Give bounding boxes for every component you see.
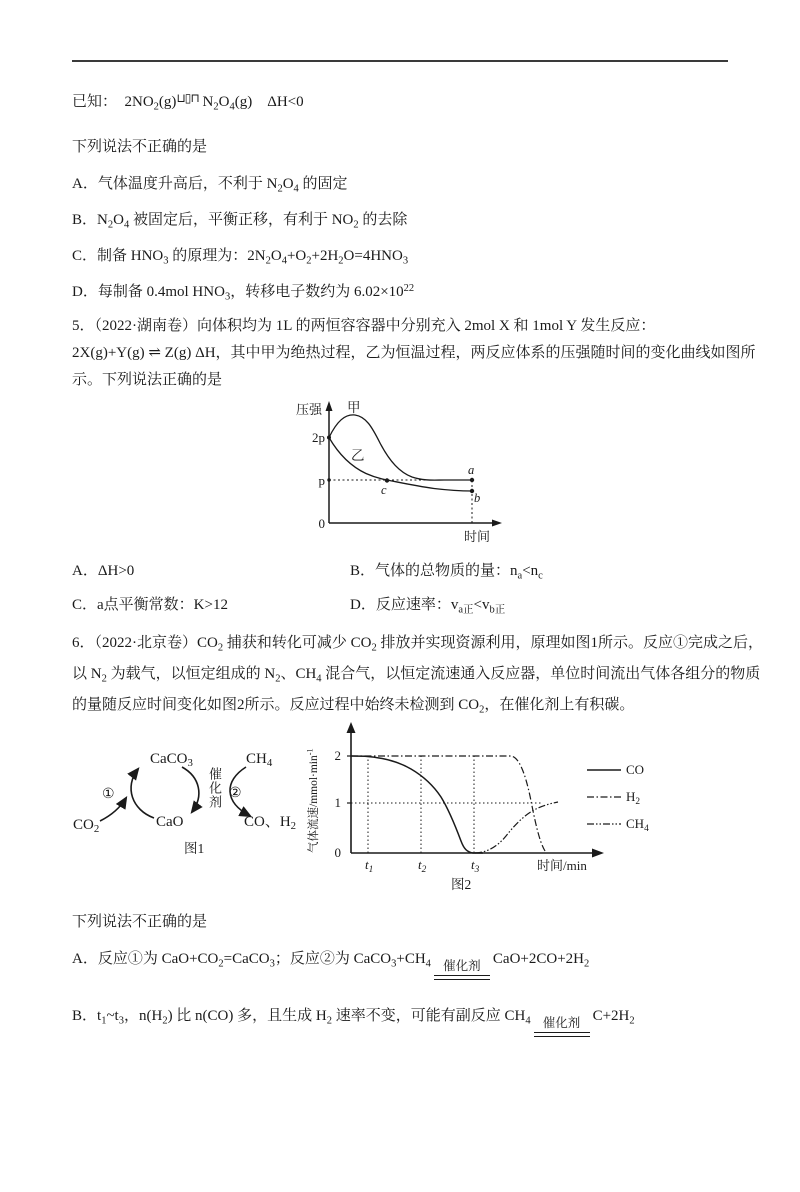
q6-prompt-emphasis: 不正确 bbox=[132, 914, 178, 930]
q6-stem-line2: 以 $N_2$ 为载气，以恒定组成的 $N_2$、$CH_4$ 混合气，以恒定流速通入反应器，单位时间流出气体各组分的物质 bbox=[72, 666, 761, 685]
figure2-caption: 图2 bbox=[451, 877, 472, 892]
header-rule bbox=[72, 60, 728, 62]
q4-prompt bbox=[72, 133, 728, 159]
legend-label-h2: $H_2$ bbox=[626, 789, 641, 807]
y-axis-label: 气体流速$/mmol\cdot\min^{-1}$ bbox=[305, 748, 320, 853]
q4-option-b bbox=[72, 210, 728, 231]
option-label: B． bbox=[72, 1008, 98, 1024]
caco3-to-cao-arrow bbox=[182, 767, 199, 812]
option-label: A． bbox=[72, 176, 98, 192]
x-axis-label: 时间 bbox=[464, 529, 491, 544]
point-b-label: b bbox=[474, 491, 481, 505]
option-label: D． bbox=[350, 597, 376, 613]
figure1-caption: 图1 bbox=[184, 841, 205, 856]
option-label: D． bbox=[72, 284, 98, 300]
legend-label-ch4: $CH_4$ bbox=[626, 816, 649, 834]
option-label: B． bbox=[350, 563, 376, 579]
q5-stem bbox=[72, 313, 756, 394]
products-label: CO、$H_2$ bbox=[244, 814, 297, 832]
option-label: B． bbox=[72, 212, 98, 228]
y-axis-label: 压强 bbox=[296, 402, 323, 417]
q4-known-line bbox=[72, 92, 728, 113]
q6-figures bbox=[72, 721, 728, 904]
step2-label: ② bbox=[229, 786, 242, 801]
xtick-t2: $t_2$ bbox=[418, 857, 427, 875]
q6-prompt-post: 的是 bbox=[177, 914, 208, 930]
q5-option-b bbox=[350, 559, 728, 580]
option-text: 制备 $HNO_3$ 的原理为：$2N_2O_4+O_2+2H_2O=4HNO_3$ bbox=[97, 248, 409, 267]
xtick-t1: $t_1$ bbox=[365, 857, 374, 875]
double-bar-equals bbox=[534, 1032, 590, 1037]
option-text-pre: 反应①为 $CaO+CO_2=CaCO_3$；反应②为 $CaCO_3+CH_4$ bbox=[97, 951, 431, 970]
option-label: A． bbox=[72, 563, 98, 579]
y-axis-arrow bbox=[347, 722, 356, 733]
jia-curve-label: 甲 bbox=[347, 400, 361, 415]
ytick-2: 2 bbox=[334, 748, 341, 763]
q4-option-d bbox=[72, 282, 728, 303]
option-text: 气体的总物质的量：$n_a<n_c$ bbox=[375, 563, 543, 582]
legend-label-co: CO bbox=[626, 762, 645, 777]
catalyst-vertical-label: 催化剂 bbox=[207, 767, 222, 809]
catalyst-over-equals bbox=[434, 959, 490, 980]
point-a-label: a bbox=[468, 463, 475, 477]
q5-option-c bbox=[72, 593, 350, 614]
point-c-label: c bbox=[381, 483, 387, 497]
q4-known-pre: 已知： $2NO_2(g)$ bbox=[72, 94, 177, 113]
q4-prompt-post: 的是 bbox=[177, 139, 208, 155]
double-bar-equals bbox=[434, 975, 490, 980]
q5-stem-line2: 2X(g)+Y(g) ⇌ Z(g) ΔH，其中甲为绝热过程，乙为恒温过程，两反应体系的压强随时间的变化曲线如图所 bbox=[72, 345, 756, 361]
x-axis-arrow bbox=[592, 849, 604, 858]
y-axis-arrow bbox=[326, 401, 333, 411]
q5-stem-line1: 5．（2022·湖南卷）向体积均为 1L 的两恒容容器中分别充入 2mol X 和 1mol Y 发生反应： bbox=[72, 318, 656, 334]
q4-option-a bbox=[72, 174, 728, 195]
q6-option-b bbox=[72, 1006, 728, 1037]
option-label: A． bbox=[72, 951, 98, 967]
xtick-t3: $t_3$ bbox=[471, 857, 480, 875]
option-text: a点平衡常数：K>12 bbox=[97, 597, 228, 613]
co2-label: $CO_2$ bbox=[73, 817, 100, 835]
pressure-time-figure bbox=[294, 400, 728, 551]
q5-option-a bbox=[72, 559, 350, 580]
q6-stem-line3: 的量随反应时间变化如图2所示。反应过程中始终未检测到 $CO_2$，在催化剂上有积碳。 bbox=[72, 697, 635, 716]
cycle-diagram bbox=[64, 721, 299, 889]
q6-stem bbox=[72, 628, 763, 721]
ytick-p: p bbox=[318, 473, 325, 488]
point-a-dot bbox=[470, 478, 474, 482]
option-text-pre: $t_1\sim t_3$，$n(H_2)$ 比 n(CO) 多，且生成 $H_2$ 速率不变，可能有副反应 $CH_4$ bbox=[97, 1008, 531, 1027]
q5-option-d bbox=[350, 593, 728, 614]
q6-stem-line1: 6．（2022·北京卷）$CO_2$ 捕获和转化可减少 $CO_2$ 排放并实现资源利用，原理如图1所示。反应①完成之后， bbox=[72, 635, 763, 654]
cao-label: CaO bbox=[156, 814, 184, 830]
x-axis-arrow bbox=[492, 520, 502, 527]
option-text: 气体温度升高后，不利于 $N_2O_4$ 的固定 bbox=[97, 176, 348, 195]
option-text-post: $C+2H_2$ bbox=[592, 1008, 635, 1027]
catalyst-condition-label: 催化剂 bbox=[542, 1016, 581, 1030]
step1-label: ① bbox=[102, 787, 115, 802]
catalyst-over-equals bbox=[534, 1016, 590, 1037]
cycle-diagram-figure bbox=[64, 721, 299, 894]
catalyst-condition-label: 催化剂 bbox=[443, 959, 481, 973]
q6-option-a bbox=[72, 949, 728, 980]
pressure-time-chart bbox=[294, 400, 514, 546]
option-label: C． bbox=[72, 597, 98, 613]
gas-flow-chart bbox=[303, 721, 675, 899]
ytick-0: 0 bbox=[318, 516, 325, 531]
yi-curve-label: 乙 bbox=[351, 448, 365, 463]
option-text: ΔH>0 bbox=[97, 563, 135, 579]
ch4-curve bbox=[475, 802, 558, 853]
q4-prompt-emphasis: 不正确 bbox=[132, 139, 178, 155]
cao-to-caco3-arrow bbox=[131, 769, 154, 818]
ytick-1: 1 bbox=[334, 795, 341, 810]
x-axis-label: 时间/min bbox=[537, 858, 587, 873]
co-curve bbox=[351, 756, 483, 853]
broken-equilibrium-glyph: ⊔▯⊓ bbox=[176, 91, 199, 105]
option-text: $N_2O_4$ 被固定后，平衡正移，有利于 $NO_2$ 的去除 bbox=[97, 212, 408, 231]
q6-prompt bbox=[72, 908, 728, 934]
ytick-2p: 2p bbox=[312, 430, 325, 445]
option-text-post: $CaO+2CO+2H_2$ bbox=[492, 951, 590, 970]
option-text: 每制备 0.4mol $HNO_3$，转移电子数约为 $6.02\times 10^{22}$ bbox=[97, 283, 415, 303]
q4-prompt-pre: 下列说法 bbox=[72, 139, 133, 155]
q5-stem-line3: 示。下列说法正确的是 bbox=[72, 372, 223, 388]
q6-prompt-pre: 下列说法 bbox=[72, 914, 133, 930]
q5-options bbox=[72, 559, 728, 614]
exam-page bbox=[0, 60, 800, 1192]
option-text: 反应速率：$v_{a正}<v_{b正}$ bbox=[375, 597, 506, 616]
yi-curve bbox=[329, 438, 475, 492]
ch4-label: $CH_4$ bbox=[246, 751, 273, 769]
option-label: C． bbox=[72, 248, 98, 264]
ytick-0: 0 bbox=[334, 845, 341, 860]
q4-known-post: $N_2O_4(g)$ ΔH<0 bbox=[198, 94, 304, 113]
caco3-label: CaCO$_3$ bbox=[150, 751, 193, 769]
gas-flow-figure bbox=[303, 721, 675, 904]
q4-option-c bbox=[72, 246, 728, 267]
